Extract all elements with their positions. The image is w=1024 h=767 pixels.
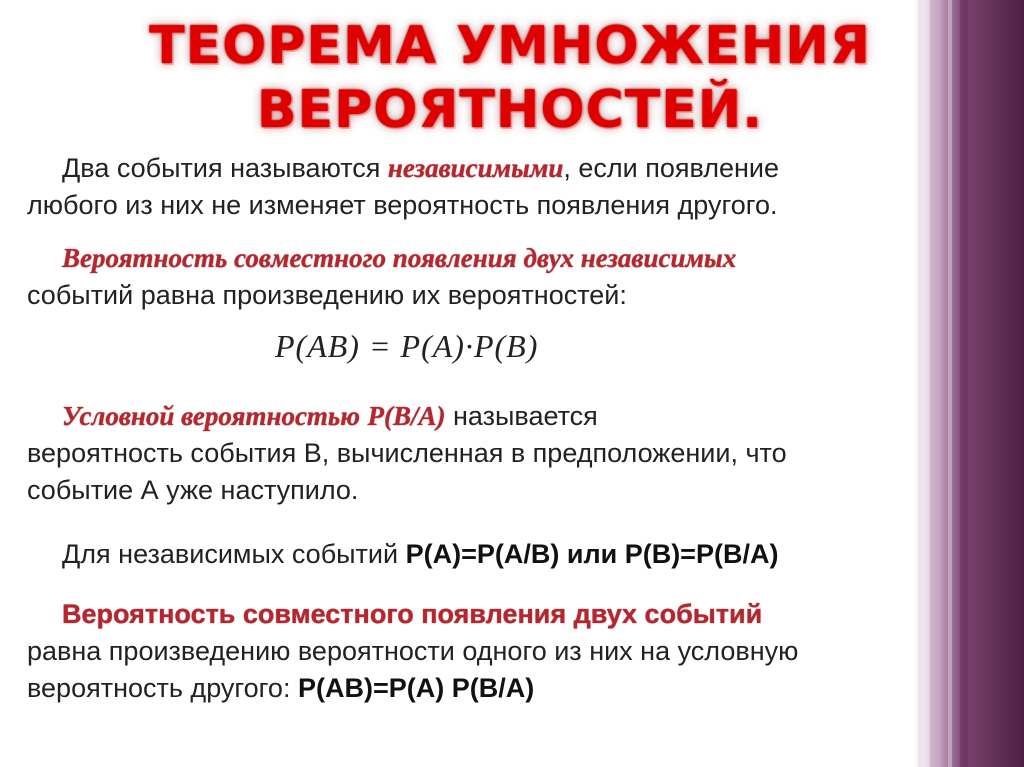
p3-line-3: событие А уже наступило. — [27, 475, 359, 505]
p5-formula: P(AB)=P(A) P(B/A) — [297, 673, 535, 703]
slide-title — [100, 14, 920, 142]
p3-line-2: вероятность события В, вычисленная в предположении, что — [27, 438, 787, 468]
p2-line-2: событий равна произведению их вероятностей: — [27, 280, 627, 310]
side-stripe — [960, 0, 968, 767]
p1-text-before: Два события называются — [62, 153, 388, 183]
title-line-2: ВЕРОЯТНОСТЕЙ. — [256, 80, 764, 140]
formula-independent-product: P(AB) = P(A)·P(B) — [275, 328, 539, 364]
title-line-1: ТЕОРЕМА УМНОЖЕНИЯ — [149, 16, 871, 76]
paragraph-conditional-probability — [27, 398, 917, 509]
p5-highlight: Вероятность совместного появления двух событий — [62, 599, 763, 629]
p1-highlight: независимыми — [387, 153, 564, 183]
side-decoration-band — [914, 0, 1024, 767]
p3-highlight: Условной вероятностью — [62, 401, 360, 431]
p4-formula: P(A)=P(A/B) или P(B)=P(B/A) — [405, 539, 779, 569]
p4-text-before: Для независимых событий — [62, 539, 406, 569]
side-stripe — [948, 0, 952, 767]
side-stripe — [930, 0, 940, 767]
p1-line-2: любого из них не изменяет вероятность появления другого. — [27, 190, 778, 220]
p5-line-3-text: вероятность другого: — [27, 673, 298, 703]
paragraph-general-multiplication — [27, 596, 917, 707]
p3-symbol: P(B/A) — [367, 401, 446, 431]
p5-line-2: равна произведению вероятности одного из них на условную — [27, 636, 799, 666]
paragraph-independent-events — [27, 150, 917, 224]
paragraph-independent-equality — [27, 536, 917, 573]
p1-text-after: , если появление — [563, 153, 780, 183]
p3-text-after: называется — [453, 401, 598, 431]
paragraph-joint-probability — [27, 240, 917, 314]
p2-highlight: Вероятность совместного появления двух независимых — [62, 243, 737, 273]
